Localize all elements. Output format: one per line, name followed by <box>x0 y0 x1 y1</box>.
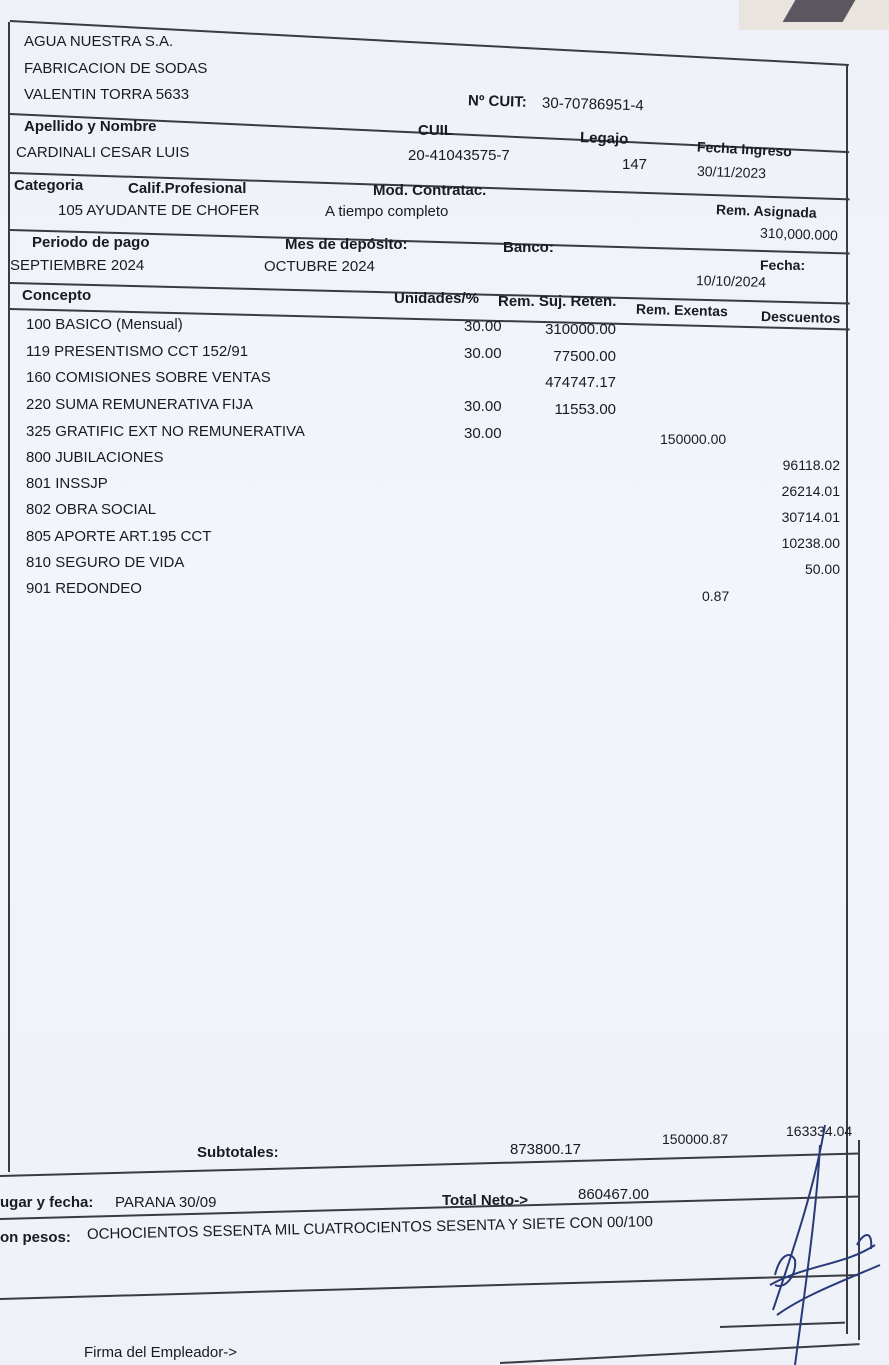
left-border <box>8 22 10 1172</box>
fecha-ingreso-label: Fecha Ingreso <box>696 138 793 160</box>
row-rem-suj: 310000.00 <box>545 321 616 338</box>
row-concepto: 901 REDONDEO <box>26 580 142 597</box>
modalidad-label: Mod. Contratac. <box>373 182 487 199</box>
row-rem-exentas: 150000.00 <box>660 431 727 447</box>
subtotales-label: Subtotales: <box>197 1144 279 1161</box>
fecha-ingreso-value: 30/11/2023 <box>696 162 767 182</box>
row-descuentos: 26214.01 <box>781 483 840 499</box>
deposito-label: Mes de depósito: <box>285 236 408 253</box>
rem-asignada-value: 310,000.000 <box>759 224 839 244</box>
categoria-label: Categoria <box>14 177 84 194</box>
row-concepto: 325 GRATIFIC EXT NO REMUNERATIVA <box>26 423 305 440</box>
header-rem-suj: Rem. Suj. Reten. <box>498 293 617 310</box>
row-rem-suj: 474747.17 <box>545 374 616 391</box>
background-object <box>783 0 856 22</box>
cuil-label: CUIL <box>418 122 453 139</box>
lugar-value: PARANA 30/09 <box>115 1194 217 1211</box>
deposito-value: OCTUBRE 2024 <box>264 258 375 275</box>
header-concepto: Concepto <box>22 287 92 304</box>
row-concepto: 810 SEGURO DE VIDA <box>26 554 185 571</box>
row-concepto: 801 INSSJP <box>26 475 108 492</box>
cuit-value: 30-70786951-4 <box>541 94 644 115</box>
row-descuentos: 10238.00 <box>781 535 840 551</box>
modalidad-value: A tiempo completo <box>325 203 449 220</box>
employer-name: AGUA NUESTRA S.A. <box>24 33 174 50</box>
subtotal-rem-exentas: 150000.87 <box>662 1131 729 1147</box>
row-concepto: 119 PRESENTISMO CCT 152/91 <box>26 343 249 360</box>
total-neto-label: Total Neto-> <box>442 1192 528 1209</box>
lugar-label: ugar y fecha: <box>0 1194 94 1211</box>
pesos-label: on pesos: <box>0 1229 71 1246</box>
row-concepto: 802 OBRA SOCIAL <box>26 501 157 518</box>
calif-label: Calif.Profesional <box>128 180 247 197</box>
firma-label: Firma del Empleador-> <box>84 1344 237 1361</box>
row-concepto: 805 APORTE ART.195 CCT <box>26 528 212 545</box>
divider-subtotal <box>0 1152 860 1176</box>
periodo-value: SEPTIEMBRE 2024 <box>10 257 145 274</box>
header-unidades: Unidades/% <box>394 290 480 307</box>
legajo-value: 147 <box>622 156 648 173</box>
periodo-label: Periodo de pago <box>32 234 150 251</box>
legajo-label: Legajo <box>579 129 629 148</box>
row-unidades: 30.00 <box>464 345 502 362</box>
handwritten-signature <box>745 1125 885 1365</box>
employee-name: CARDINALI CESAR LUIS <box>16 144 190 161</box>
row-concepto: 220 SUMA REMUNERATIVA FIJA <box>26 396 253 413</box>
divider-pesos <box>0 1274 860 1300</box>
row-unidades: 30.00 <box>464 425 502 442</box>
row-concepto: 160 COMISIONES SOBRE VENTAS <box>26 369 271 386</box>
subtotal-descuentos: 163334.04 <box>786 1123 853 1139</box>
employer-address: VALENTIN TORRA 5633 <box>24 86 190 103</box>
header-descuentos: Descuentos <box>760 307 841 327</box>
name-label: Apellido y Nombre <box>24 118 157 135</box>
rem-asignada-label: Rem. Asignada <box>715 201 817 221</box>
cuil-value: 20-41043575-7 <box>408 147 510 164</box>
employer-activity: FABRICACION DE SODAS <box>24 60 208 77</box>
row-descuentos: 30714.01 <box>781 509 840 525</box>
row-unidades: 30.00 <box>464 398 502 415</box>
banco-label: Banco: <box>503 239 554 256</box>
row-descuentos: 50.00 <box>804 561 840 577</box>
header-rem-exentas: Rem. Exentas <box>635 300 729 320</box>
row-rem-suj: 11553.00 <box>554 401 616 418</box>
row-rem-exentas: 0.87 <box>702 588 730 604</box>
fecha-value: 10/10/2024 <box>695 272 767 290</box>
row-unidades: 30.00 <box>464 318 502 335</box>
row-rem-suj: 77500.00 <box>553 348 616 365</box>
categoria-value: 105 AYUDANTE DE CHOFER <box>58 202 260 219</box>
total-neto-value: 860467.00 <box>578 1186 649 1203</box>
row-concepto: 100 BASICO (Mensual) <box>26 316 183 333</box>
fecha-label: Fecha: <box>760 257 806 273</box>
pesos-value: OCHOCIENTOS SESENTA MIL CUATROCIENTOS SESENTA Y SIETE CON 00/100 <box>86 1213 654 1243</box>
cuit-label: Nº CUIT: <box>467 92 528 111</box>
row-descuentos: 96118.02 <box>782 457 840 473</box>
subtotal-rem-suj: 873800.17 <box>510 1141 581 1158</box>
row-concepto: 800 JUBILACIONES <box>26 449 164 466</box>
